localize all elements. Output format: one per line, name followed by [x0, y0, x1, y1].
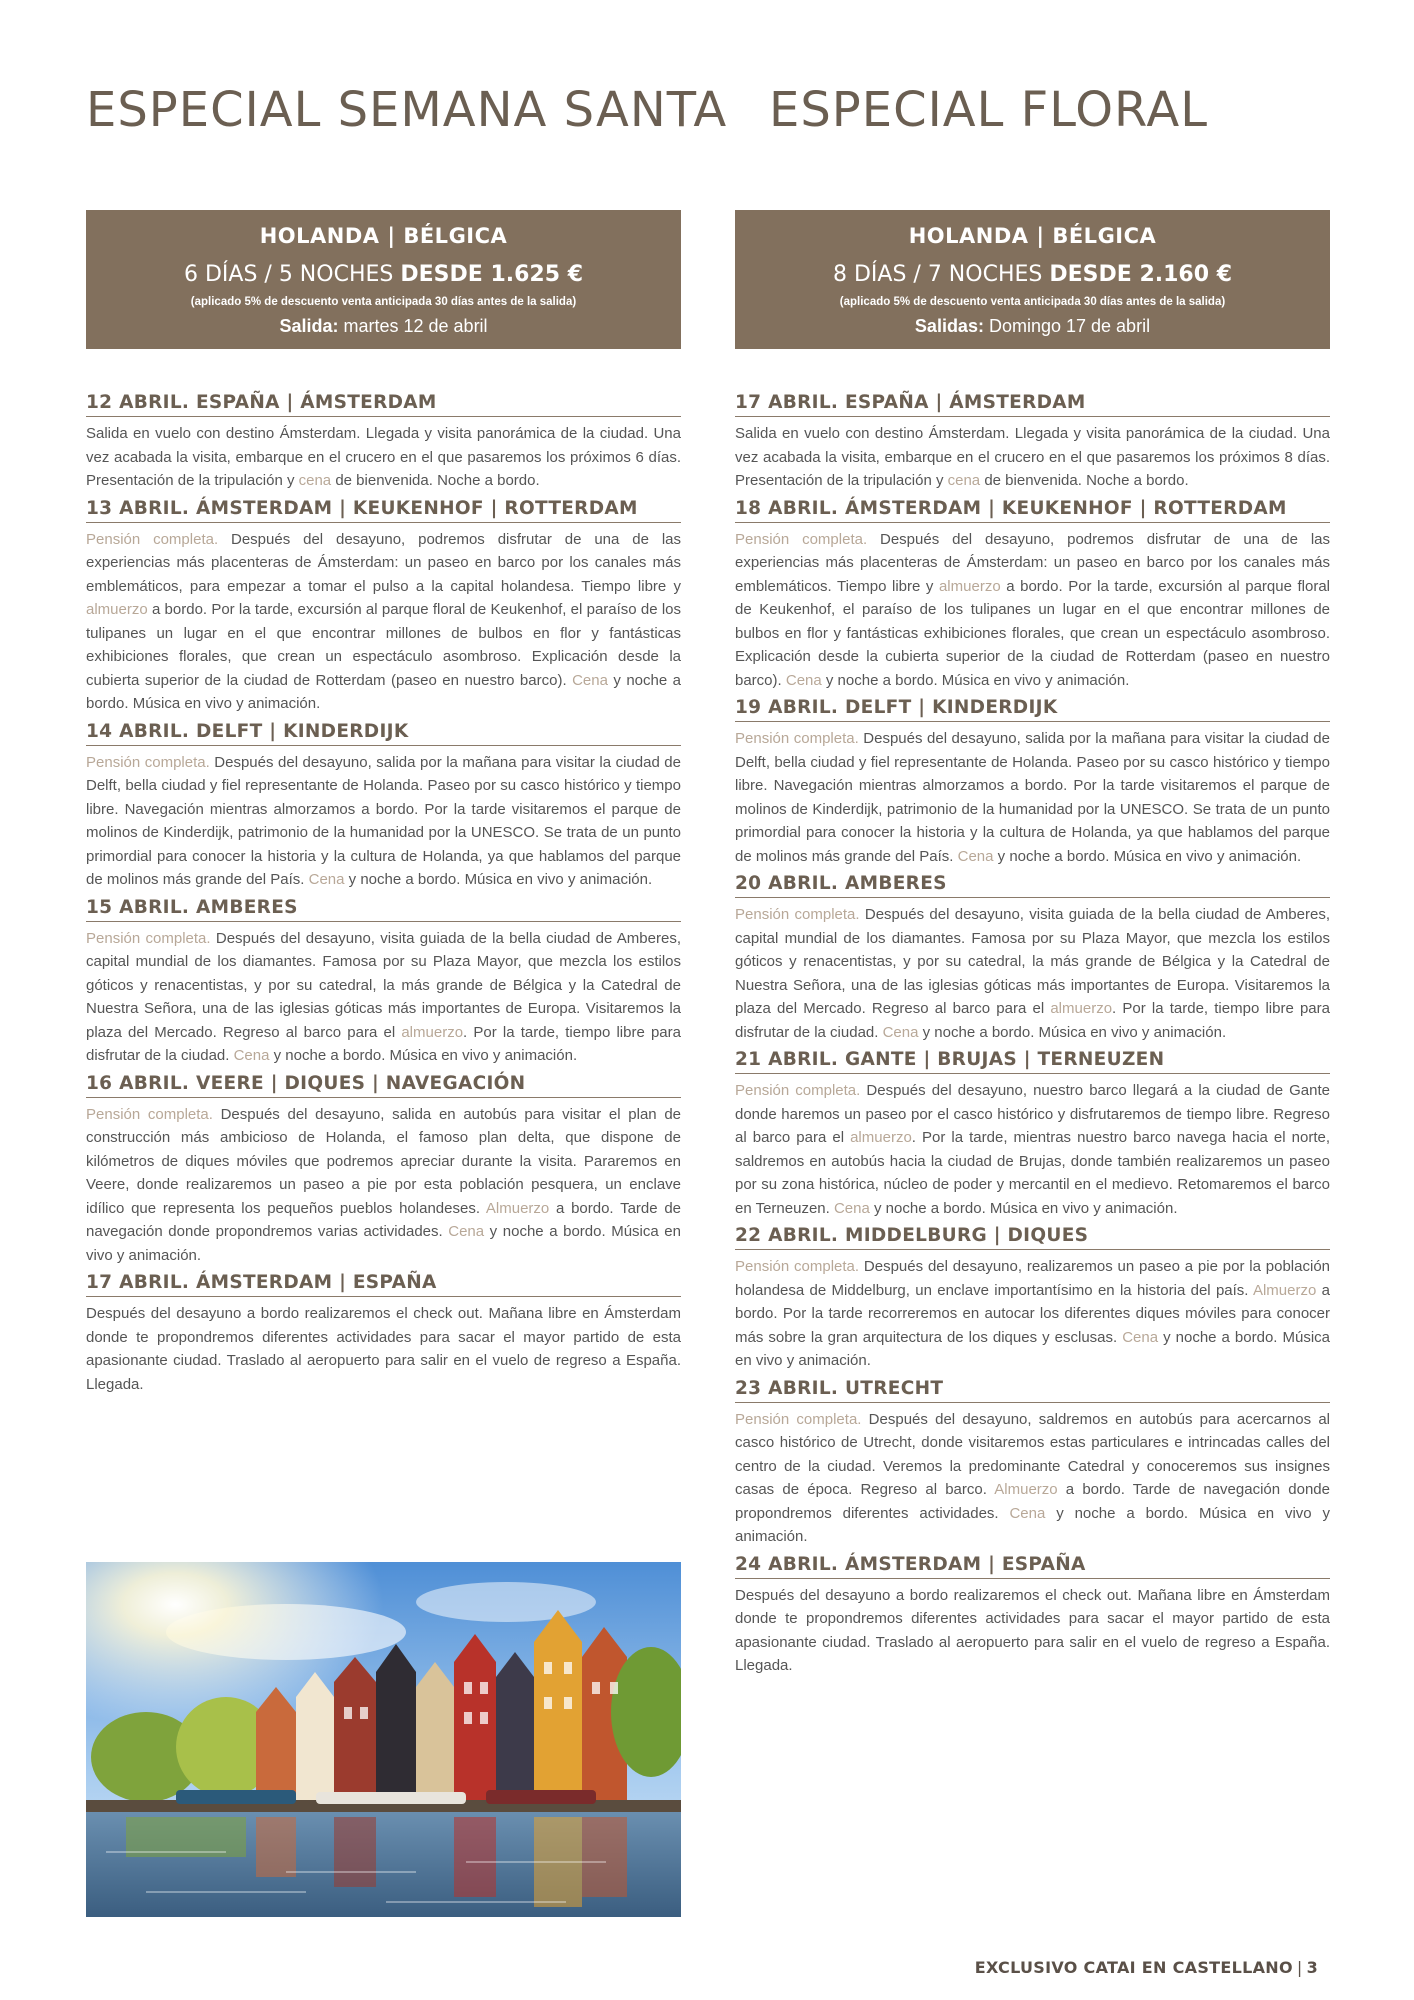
description-text: Después del desayuno, visita guiada de la bella ciudad de Amberes, capital mundial de los diamantes. Famosa por su Plaza Mayor, que mezcla los estilos góticos y renacentistas, y por su catedral, la más grande de Bélgica y la Catedral de Nuestra Señora, una de las iglesias góticas más importantes de Europa. Visitaremos la plaza del Mercado. Regreso al barco para el — [86, 929, 681, 1041]
description-text: de bienvenida. Noche a bordo. — [980, 472, 1189, 489]
meal-highlight: Cena — [448, 1223, 485, 1240]
meal-highlight: Cena — [1122, 1328, 1159, 1346]
description-text: Después del desayuno, salida por la mañana para visitar la ciudad de Delft, bella ciudad y fiel representante de Holanda. Paseo por su casco histórico y tiempo libre. Navegación mientras almorzamos a bordo. Por la tarde visitaremos el parque de molinos de Kinderdijk, patrimonio de la humanidad por la UNESCO. Se trata de un punto primordial para conocer la historia y la cultura de Holanda, ya que hablamos del parque de molinos más grande del País. — [86, 753, 681, 888]
description-text: y noche a bordo. Música en vivo y animación. — [269, 1047, 578, 1064]
meal-highlight: Cena — [882, 1023, 919, 1041]
duration: 8 DÍAS / 7 NOCHES — [832, 262, 1043, 287]
meal-highlight: almuerzo — [86, 601, 148, 618]
amsterdam-canal-image — [86, 1562, 681, 1917]
description-text: a bordo. Tarde de navegación donde propondremos varias actividades. — [86, 1199, 682, 1240]
meal-highlight: Almuerzo — [994, 1481, 1058, 1498]
description-text: Después del desayuno, nuestro barco llegará a la ciudad de Gante donde haremos un paseo por el casco histórico y disfrutaremos de tiempo libre. Regreso al barco para el — [735, 1082, 1330, 1146]
meal-highlight: Pensión completa. — [735, 906, 860, 923]
price: DESDE 2.160 € — [1049, 262, 1232, 287]
itinerary-day — [735, 697, 1330, 868]
description-text: de bienvenida. Noche a bordo. — [331, 472, 540, 489]
day-description — [86, 927, 681, 1068]
itinerary-day — [86, 721, 681, 892]
day-description — [735, 727, 1330, 868]
day-description — [735, 1408, 1330, 1549]
day-description — [86, 422, 681, 493]
discount-note: (aplicado 5% de descuento venta anticipada 30 días antes de la salida) — [190, 296, 577, 308]
description-text: y noche a bordo. Música en vivo y animación. — [735, 1328, 1331, 1369]
day-title: 18 ABRIL. ÁMSTERDAM | KEUKENHOF | ROTTERDAM — [735, 498, 1330, 523]
meal-highlight: Almuerzo — [1252, 1281, 1317, 1299]
day-description — [735, 903, 1330, 1044]
day-title: 20 ABRIL. AMBERES — [735, 873, 1330, 898]
departure — [735, 316, 1330, 337]
itinerary-day — [86, 392, 681, 493]
discount-note: (aplicado 5% de descuento venta anticipada 30 días antes de la salida) — [839, 296, 1226, 308]
description-text: a bordo. Tarde de navegación donde propondremos diferentes actividades. — [735, 1481, 1330, 1522]
description-text: a bordo. Por la tarde, excursión al parque floral de Keukenhof, el paraíso de los tulipanes un lugar en el que encontrar millones de bulbos en flor y fantásticas exhibiciones florales, que crean un espectáculo asombroso. Explicación desde la cubierta superior de la ciudad de Rotterdam (paseo en nuestro barco). — [735, 577, 1331, 689]
meal-highlight: Pensión completa. — [735, 530, 868, 548]
itinerary-day — [86, 498, 681, 716]
meal-highlight: Pensión completa. — [735, 1082, 861, 1099]
price: DESDE 1.625 € — [400, 262, 583, 287]
meal-highlight: Pensión completa. — [86, 753, 210, 771]
description-text: y noche a bordo. Música en vivo y animación. — [869, 1199, 1178, 1217]
footer-text: EXCLUSIVO CATAI EN CASTELLANO — [974, 1958, 1293, 1977]
itinerary-day — [735, 873, 1330, 1044]
description-text: y noche a bordo. Música en vivo y animación. — [735, 1504, 1330, 1545]
meal-highlight: Cena — [308, 871, 345, 888]
day-description — [735, 1079, 1330, 1220]
description-text: y noche a bordo. Música en vivo y animación. — [344, 871, 653, 888]
footer-separator: | — [1296, 1958, 1303, 1977]
itinerary-day — [735, 498, 1330, 693]
day-description — [86, 751, 681, 892]
day-title: 23 ABRIL. UTRECHT — [735, 1378, 1330, 1403]
description-text: Después del desayuno, realizaremos un paseo a pie por la población holandesa de Middelburg, un enclave importantísimo en la historia del país. — [735, 1258, 1330, 1299]
page-title-floral: ESPECIAL FLORAL — [769, 82, 1208, 138]
description-text: Después del desayuno a bordo realizaremos el check out. Mañana libre en Ámsterdam donde te propondremos diferentes actividades para sacar el mayor partido de esta apasionante ciudad. Traslado al aeropuerto para salir en el vuelo de regreso a España. Llegada. — [86, 1305, 681, 1393]
description-text: Después del desayuno, salida por la mañana para visitar la ciudad de Delft, bella ciudad y fiel representante de Holanda. Paseo por su casco histórico y tiempo libre. Navegación mientras almorzamos a bordo. Por la tarde visitaremos el parque de molinos de Kinderdijk, patrimonio de la humanidad por la UNESCO. Se trata de un punto primordial para conocer la historia y la cultura de Holanda, ya que hablamos del parque de molinos más grande del País. — [735, 730, 1330, 865]
day-title: 12 ABRIL. ESPAÑA | ÁMSTERDAM — [86, 392, 681, 417]
description-text: y noche a bordo. Música en vivo y animación. — [86, 1223, 681, 1264]
day-title: 17 ABRIL. ÁMSTERDAM | ESPAÑA — [86, 1272, 681, 1297]
duration-price — [86, 262, 681, 287]
meal-highlight: cena — [298, 472, 332, 489]
day-title: 13 ABRIL. ÁMSTERDAM | KEUKENHOF | ROTTERDAM — [86, 498, 681, 523]
meal-highlight: Pensión completa. — [86, 929, 211, 947]
description-text: Después del desayuno, visita guiada de la bella ciudad de Amberes, capital mundial de los diamantes. Famosa por su Plaza Mayor, que mezcla los estilos góticos y renacentistas, y por su catedral, la más grande de Bélgica y la Catedral de Nuestra Señora, una de las iglesias góticas más importantes de Europa. Visitaremos la plaza del Mercado. Regreso al barco para el — [735, 906, 1330, 1017]
meal-highlight: Pensión completa. — [86, 1105, 213, 1123]
itinerary-day — [735, 1554, 1330, 1678]
itinerary-day — [86, 1073, 681, 1268]
duration: 6 DÍAS / 5 NOCHES — [183, 262, 394, 287]
description-text: Después del desayuno, salida en autobús para visitar el plan de construcción más ambicioso de Holanda, el famoso plan delta, que dispone de kilómetros de diques móviles que podremos apreciar durante la visita. Pararemos en Veere, donde realizaremos un paseo a pie por esta población pesquera, un enclave idílico que representa los pequeños pueblos holandeses. — [86, 1105, 681, 1217]
description-text: . Por la tarde, tiempo libre para disfrutar de la ciudad. — [735, 1000, 1330, 1041]
description-text: y noche a bordo. Música en vivo y animación. — [993, 847, 1302, 865]
meal-highlight: almuerzo — [401, 1023, 464, 1041]
trip-summary-box — [735, 210, 1330, 349]
meal-highlight: Cena — [785, 671, 822, 689]
meal-highlight: Cena — [1009, 1504, 1046, 1522]
itinerary-day — [735, 1378, 1330, 1549]
departure-label: Salida: — [279, 316, 339, 336]
description-text: Después del desayuno, saldremos en autobús para acercarnos al casco histórico de Utrecht, donde visitaremos estas particulares e intrincadas calles del centro de la ciudad. Veremos la predominante Catedral y conoceremos sus insignes casas de época. Regreso al barco. — [735, 1410, 1331, 1498]
itinerary — [735, 392, 1330, 1683]
description-text: y noche a bordo. Música en vivo y animación. — [918, 1023, 1227, 1041]
description-text: y noche a bordo. Música en vivo y animación. — [86, 671, 682, 712]
description-text: a bordo. Por la tarde recorreremos en autocar los diferentes diques móviles para conocer más sobre la gran arquitectura de los diques y esclusas. — [735, 1281, 1330, 1346]
departure-date: martes 12 de abril — [343, 316, 488, 336]
trip-summary-box — [86, 210, 681, 349]
meal-highlight: Pensión completa. — [735, 1410, 862, 1428]
description-text: y noche a bordo. Música en vivo y animación. — [821, 671, 1130, 689]
day-title: 24 ABRIL. ÁMSTERDAM | ESPAÑA — [735, 1554, 1330, 1579]
description-text: a bordo. Por la tarde, excursión al parque floral de Keukenhof, el paraíso de los tulipanes un lugar en el que encontrar millones de bulbos en flor y fantásticas exhibiciones florales, que crean un espectáculo asombroso. Explicación desde la cubierta superior de la ciudad de Rotterdam (paseo en nuestro barco). — [86, 601, 681, 689]
day-title: 15 ABRIL. AMBERES — [86, 897, 681, 922]
itinerary-day — [735, 392, 1330, 493]
description-text: Después del desayuno, podremos disfrutar de una de las experiencias más placenteras de Ámsterdam: un paseo en barco por los canales más emblemáticos. Tiempo libre y — [735, 530, 1330, 595]
meal-highlight: Pensión completa. — [735, 730, 859, 747]
itinerary — [86, 392, 681, 1401]
meal-highlight: Cena — [233, 1047, 270, 1064]
description-text: . Por la tarde, mientras nuestro barco navega hacia el norte, saldremos en autobús hacia la ciudad de Brujas, donde también realizaremos un paseo por su zona histórica, núcleo de poder y mercantil en el medievo. Retomaremos el barco en Terneuzen. — [735, 1129, 1330, 1217]
day-title: 22 ABRIL. MIDDELBURG | DIQUES — [735, 1225, 1330, 1250]
meal-highlight: almuerzo — [850, 1129, 912, 1146]
day-title: 16 ABRIL. VEERE | DIQUES | NAVEGACIÓN — [86, 1073, 681, 1098]
meal-highlight: cena — [947, 472, 981, 489]
description-text: Después del desayuno a bordo realizaremos el check out. Mañana libre en Ámsterdam donde te propondremos diferentes actividades para sacar el mayor partido de esta apasionante ciudad. Traslado al aeropuerto para salir en el vuelo de regreso a España. Llegada. — [735, 1586, 1330, 1674]
meal-highlight: Pensión completa. — [86, 530, 219, 548]
departure-date: Domingo 17 de abril — [988, 316, 1151, 336]
amsterdam-canal-photo — [86, 1562, 681, 1917]
day-title: 14 ABRIL. DELFT | KINDERDIJK — [86, 721, 681, 746]
departure-label: Salidas: — [914, 316, 984, 336]
meal-highlight: almuerzo — [938, 577, 1001, 595]
destination: HOLANDA | BÉLGICA — [908, 224, 1157, 248]
meal-highlight: Cena — [572, 671, 608, 689]
day-description — [86, 528, 681, 716]
meal-highlight: Pensión completa. — [735, 1258, 860, 1275]
itinerary-day — [86, 897, 681, 1068]
day-description — [735, 1584, 1330, 1678]
description-text: . Por la tarde, tiempo libre para disfrutar de la ciudad. — [86, 1023, 681, 1064]
departure — [86, 316, 681, 337]
meal-highlight: Cena — [957, 847, 994, 865]
duration-price — [735, 262, 1330, 287]
page-number: 3 — [1306, 1958, 1318, 1977]
destination: HOLANDA | BÉLGICA — [259, 224, 508, 248]
meal-highlight: Almuerzo — [485, 1199, 550, 1217]
day-title: 17 ABRIL. ESPAÑA | ÁMSTERDAM — [735, 392, 1330, 417]
itinerary-day — [735, 1225, 1330, 1373]
itinerary-day — [86, 1272, 681, 1396]
day-description — [735, 1255, 1330, 1373]
description-text: Salida en vuelo con destino Ámsterdam. Llegada y visita panorámica de la ciudad. Una vez acabada la visita, embarque en el crucero en el que pasaremos los próximos 6 días. Presentación de la tripulación y — [86, 425, 681, 489]
day-title: 19 ABRIL. DELFT | KINDERDIJK — [735, 697, 1330, 722]
meal-highlight: Cena — [833, 1199, 870, 1217]
description-text: Salida en vuelo con destino Ámsterdam. Llegada y visita panorámica de la ciudad. Una vez acabada la visita, embarque en el crucero en el que pasaremos los próximos 8 días. Presentación de la tripulación y — [735, 425, 1330, 489]
page-title-semana-santa: ESPECIAL SEMANA SANTA — [86, 82, 728, 138]
day-description — [86, 1103, 681, 1268]
day-title: 21 ABRIL. GANTE | BRUJAS | TERNEUZEN — [735, 1049, 1330, 1074]
itinerary-day — [735, 1049, 1330, 1220]
description-text: Después del desayuno, podremos disfrutar de una de las experiencias más placenteras de Ámsterdam: un paseo en barco por los canales más emblemáticos, para empezar a tomar el pulso a la capital holandesa. Tiempo libre y — [86, 530, 681, 595]
day-description — [735, 528, 1330, 693]
day-description — [735, 422, 1330, 493]
day-description — [86, 1302, 681, 1396]
meal-highlight: almuerzo — [1050, 1000, 1113, 1017]
page-footer — [975, 1958, 1318, 1977]
